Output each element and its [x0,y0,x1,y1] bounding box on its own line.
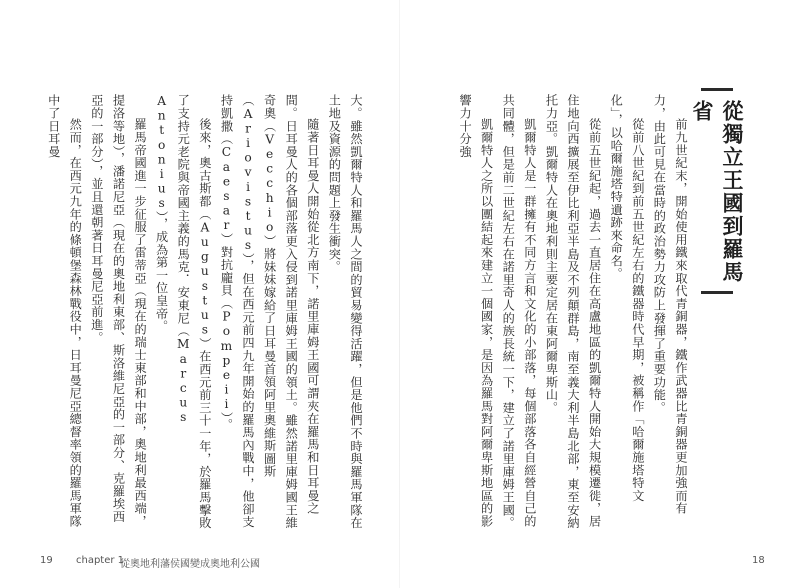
right-page-body [458,94,691,530]
paragraph: 羅馬帝國進一步征服了雷蒂亞（現在的瑞士東部和中部，奧地利最西端，提洛等地），潘諾尼亞（現在的奧地利東部、斯洛維尼亞的一部分、克羅埃西亞的一部分），並且還朝著日耳曼尼亞前進。 [89,94,148,528]
section-heading [690,88,744,294]
chapter-label: chapter 1 [76,555,125,566]
page-number-left: 19 [40,555,53,566]
paragraph: 隨著日耳曼人開始從北方南下，諾里庫姆王國可謂夾在羅馬和日耳曼之間。日耳曼人的各個部落更入侵到諾里庫姆王國的領土。雖然諾里庫姆國王維奇奧（Vecchio）將妹妹嫁給了日耳曼首領阿里奧維斯圖斯（Ariovistus），但在西元前四九年開始的羅馬內戰中，他卻支持凱撒（Caesar）對抗龐貝（Pompeii）。 [219,94,320,530]
page-number-right: 18 [752,555,765,566]
paragraph: 然而，在西元九年的條頓堡森林戰役中，日耳曼尼亞總督率領的羅馬軍隊中了日耳曼 [46,94,83,528]
paragraph: 後來，奧古斯都（Augustus）在西元前三十一年，於羅馬擊敗了支持元老院與帝國主義的馬克．安東尼（Marcus Antonius），成為第一位皇帝。 [154,94,212,530]
paragraph: 凱爾特人之所以團結起來建立一個國家，是因為羅馬對阿爾卑斯地區的影響力十分強 [458,94,494,528]
section-title: 從獨立王國到羅馬省 [690,100,744,284]
chapter-title: 從奧地利藩侯國變成奧地利公國 [120,559,260,570]
heading-rule-top [701,88,733,91]
paragraph: 從前八世紀到前五世紀左右的鐵器時代早期，被稱作「哈爾施塔特文化」，以哈爾施塔特遺跡來命名。 [609,94,645,503]
book-gutter [399,0,400,588]
paragraph: 前九世紀末，開始使用鐵來取代青銅器，鐵作武器比青銅器更加強而有力，由此可見在當時的政治勢力攻防上發揮了重要功能。 [652,94,688,516]
paragraph-continued: 大。雖然凱爾特人和羅馬人之間的貿易變得活躍，但是他們不時與羅馬軍隊在土地及資源的問題上發生衝突。 [327,94,363,530]
left-page-body [0,94,366,530]
paragraph: 從前五世紀起，過去一直居住在高盧地區的凱爾特人開始大規模遷徙，居住地向西擴展至伊比利亞半島及不列顛群島，南至義大利半島北部，東至安納托力亞。凱爾特人在奧地利則主要定居在東阿爾卑斯山。 [544,94,602,530]
heading-rule-bottom [701,291,733,294]
paragraph: 凱爾特人是一群擁有不同方言和文化的小部落，每個部落各自經營自己的共同體，但是前二世紀左右在諾里奇人的族長統一下，建立了諾里庫姆王國。 [501,94,537,530]
